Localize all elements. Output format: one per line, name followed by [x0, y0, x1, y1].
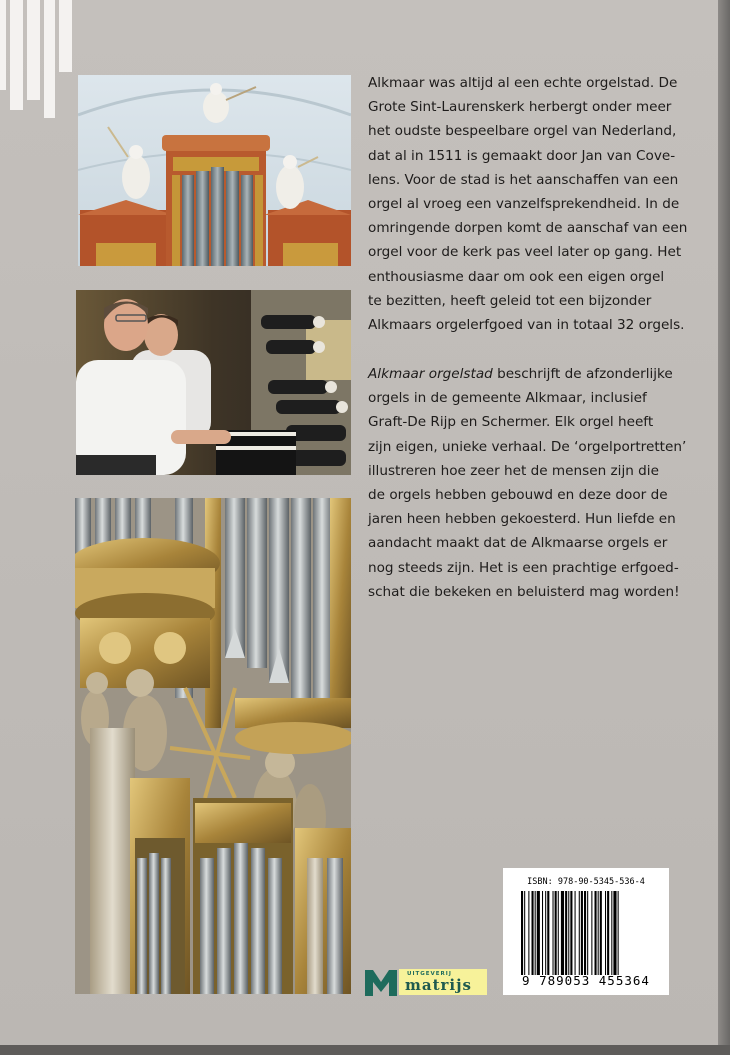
- organ-case-photo: [78, 75, 351, 266]
- text-line: zijn eigen, unieke verhaal. De ‘orgelportretten’: [368, 438, 687, 455]
- text-line: nog steeds zijn. Het is een prachtige erfgoed-: [368, 559, 679, 576]
- cover-edge: [718, 0, 730, 1055]
- text-line: [368, 362, 688, 386]
- organists-photo: [76, 290, 351, 475]
- text-line: enthousiasme daar om ook een eigen orgel: [368, 268, 665, 285]
- text-line: te bezitten, heeft geleid tot een bijzonder: [368, 292, 652, 309]
- text-line: Alkmaars orgelerfgoed van in totaal 32 orgels.: [368, 317, 685, 334]
- text-line: Graft-De Rijp en Schermer. Elk orgel heeft: [368, 414, 654, 431]
- text-line: dat al in 1511 is gemaakt door Jan van Cove-: [368, 147, 676, 164]
- text-line: orgel voor de kerk pas veel later op gang. Het: [368, 244, 682, 261]
- barcode-digits: 9 789053 455364: [522, 973, 650, 988]
- publisher-name: matrijs: [405, 976, 472, 994]
- publisher-label: [399, 969, 487, 995]
- description-paragraph: [368, 362, 688, 604]
- text-fragment: beschrijft de afzonderlijke: [492, 366, 673, 382]
- isbn-barcode: [503, 868, 669, 995]
- publisher-small-label: UITGEVERIJ: [407, 971, 452, 977]
- text-line: het oudste bespeelbare orgel van Nederland,: [368, 123, 677, 140]
- text-line: orgel al vroeg een vanzelfsprekendheid. In de: [368, 196, 680, 213]
- barcode-bars: [521, 891, 651, 975]
- text-line: illustreren hoe zeer het de mensen zijn die: [368, 462, 659, 479]
- text-line: orgels in de gemeente Alkmaar, inclusief: [368, 390, 647, 407]
- text-line: jaren heen hebben gekoesterd. Hun liefde en: [368, 511, 676, 528]
- gilded-organ-detail-photo: [75, 498, 351, 994]
- isbn-text: ISBN: 978-90-5345-536-4: [527, 877, 645, 887]
- text-line: Grote Sint-Laurenskerk herbergt onder meer: [368, 99, 672, 116]
- cover-bottom-edge: [0, 1045, 730, 1055]
- text-line: aandacht maakt dat de Alkmaarse orgels er: [368, 535, 668, 552]
- text-line: schat die bekeken en beluisterd mag worden!: [368, 583, 680, 600]
- text-line: lens. Voor de stad is het aanschaffen van een: [368, 171, 679, 188]
- text-line: omringende dorpen komt de aanschaf van een: [368, 220, 688, 237]
- book-title-italic: Alkmaar orgelstad: [368, 366, 493, 382]
- text-line: de orgels hebben gebouwd en deze door de: [368, 487, 668, 504]
- text-line: Alkmaar was altijd al een echte orgelstad. De: [368, 75, 678, 91]
- intro-paragraph: [368, 71, 688, 337]
- publisher-mark-icon: [365, 968, 397, 996]
- publisher-logo: [365, 967, 489, 997]
